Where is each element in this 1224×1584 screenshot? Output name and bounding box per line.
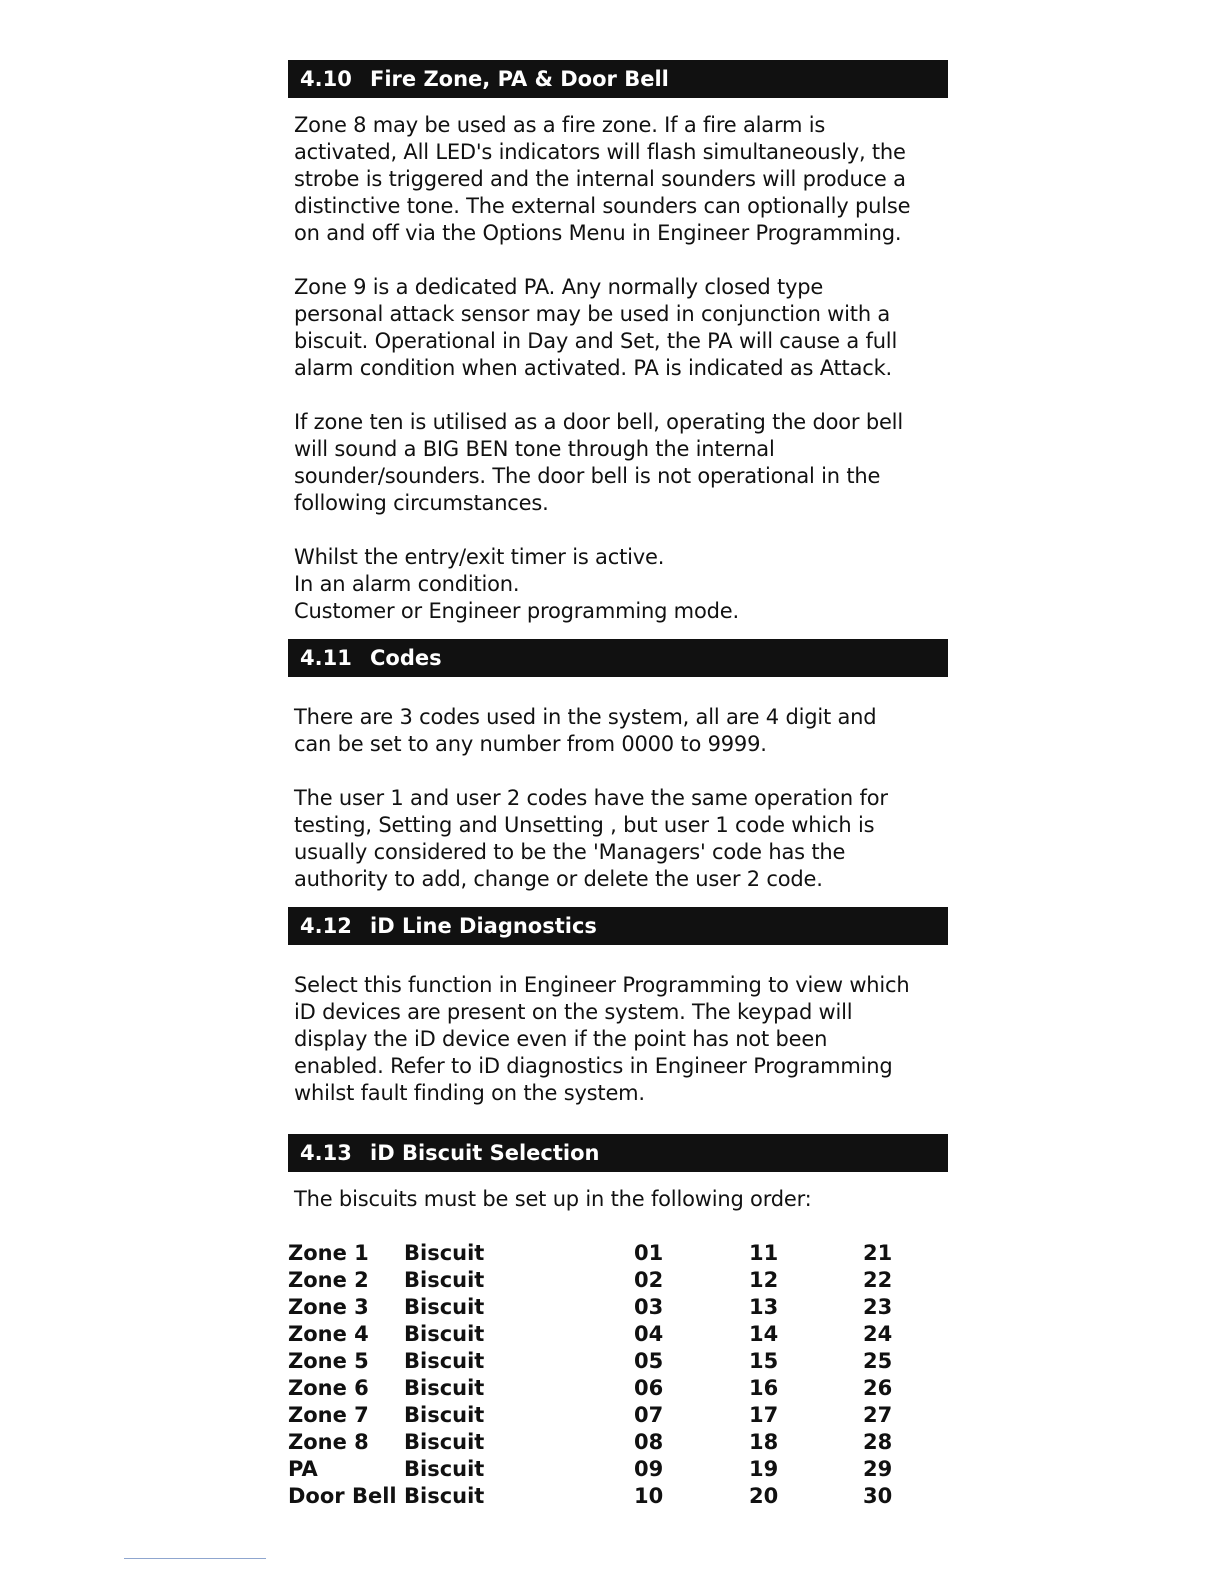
zone-label: PA — [288, 1457, 318, 1481]
text-line: Zone 9 is a dedicated PA. Any normally closed type — [294, 275, 824, 299]
paragraph-id-diagnostics — [288, 972, 948, 1107]
text-line: Whilst the entry/exit timer is active. — [294, 545, 665, 569]
section-number: 4.11 — [300, 646, 352, 670]
biscuit-number: 21 — [863, 1241, 893, 1265]
paragraph-biscuit-order — [288, 1186, 948, 1213]
biscuit-label: Biscuit — [404, 1457, 485, 1481]
biscuit-number: 20 — [749, 1484, 779, 1508]
text-line: testing, Setting and Unsetting , but user 1 code which is — [294, 813, 875, 837]
table-row — [288, 1402, 923, 1429]
biscuit-number: 25 — [863, 1349, 893, 1373]
table-row — [288, 1294, 923, 1321]
text-line: Customer or Engineer programming mode. — [294, 599, 739, 623]
biscuit-number: 05 — [634, 1349, 664, 1373]
text-line: authority to add, change or delete the user 2 code. — [294, 867, 823, 891]
text-line: In an alarm condition. — [294, 572, 520, 596]
text-line: The biscuits must be set up in the following order: — [294, 1187, 812, 1211]
biscuit-number: 04 — [634, 1322, 664, 1346]
footer-rule — [124, 1558, 266, 1559]
text-line: If zone ten is utilised as a door bell, operating the door bell — [294, 410, 903, 434]
section-title: Codes — [370, 646, 442, 670]
biscuit-label: Biscuit — [404, 1403, 485, 1427]
text-line: enabled. Refer to iD diagnostics in Engineer Programming — [294, 1054, 893, 1078]
biscuit-label: Biscuit — [404, 1376, 485, 1400]
biscuit-label: Biscuit — [404, 1241, 485, 1265]
text-line: biscuit. Operational in Day and Set, the PA will cause a full — [294, 329, 898, 353]
biscuit-number: 30 — [863, 1484, 893, 1508]
biscuit-number: 08 — [634, 1430, 664, 1454]
biscuit-number: 17 — [749, 1403, 779, 1427]
biscuit-number: 28 — [863, 1430, 893, 1454]
paragraph-user-codes — [288, 785, 948, 893]
zone-label: Zone 6 — [288, 1376, 369, 1400]
biscuit-number: 12 — [749, 1268, 779, 1292]
zone-label: Zone 2 — [288, 1268, 369, 1292]
biscuit-number: 19 — [749, 1457, 779, 1481]
section-number: 4.12 — [300, 914, 352, 938]
biscuit-number: 06 — [634, 1376, 664, 1400]
table-row — [288, 1429, 923, 1456]
text-line: on and off via the Options Menu in Engineer Programming. — [294, 221, 902, 245]
paragraph-fire-zone — [288, 112, 948, 247]
text-line: personal attack sensor may be used in conjunction with a — [294, 302, 891, 326]
text-line: There are 3 codes used in the system, all are 4 digit and — [294, 705, 877, 729]
text-line: display the iD device even if the point has not been — [294, 1027, 828, 1051]
biscuit-number: 22 — [863, 1268, 893, 1292]
text-line: The user 1 and user 2 codes have the same operation for — [294, 786, 888, 810]
table-row — [288, 1348, 923, 1375]
biscuit-label: Biscuit — [404, 1349, 485, 1373]
biscuit-number: 16 — [749, 1376, 779, 1400]
table-row — [288, 1267, 923, 1294]
biscuit-number: 26 — [863, 1376, 893, 1400]
section-title: iD Biscuit Selection — [370, 1141, 600, 1165]
zone-label: Zone 3 — [288, 1295, 369, 1319]
section-header-4-10 — [288, 60, 948, 98]
text-line: whilst fault finding on the system. — [294, 1081, 645, 1105]
biscuit-number: 14 — [749, 1322, 779, 1346]
document-page — [288, 60, 948, 1510]
biscuit-label: Biscuit — [404, 1268, 485, 1292]
biscuit-number: 07 — [634, 1403, 664, 1427]
table-row — [288, 1240, 923, 1267]
paragraph-door-bell — [288, 409, 948, 517]
text-line: usually considered to be the 'Managers' code has the — [294, 840, 846, 864]
biscuit-label: Biscuit — [404, 1295, 485, 1319]
text-line: following circumstances. — [294, 491, 549, 515]
zone-label: Zone 1 — [288, 1241, 369, 1265]
text-line: sounder/sounders. The door bell is not operational in the — [294, 464, 881, 488]
table-row — [288, 1456, 923, 1483]
section-title: iD Line Diagnostics — [370, 914, 597, 938]
biscuit-number: 29 — [863, 1457, 893, 1481]
table-row — [288, 1321, 923, 1348]
text-line: activated, All LED's indicators will flash simultaneously, the — [294, 140, 906, 164]
paragraph-door-bell-exceptions — [288, 544, 948, 625]
biscuit-selection-table — [288, 1240, 923, 1510]
text-line: iD devices are present on the system. The keypad will — [294, 1000, 853, 1024]
table-row — [288, 1483, 923, 1510]
biscuit-number: 03 — [634, 1295, 664, 1319]
text-line: strobe is triggered and the internal sounders will produce a — [294, 167, 906, 191]
biscuit-label: Biscuit — [404, 1484, 485, 1508]
biscuit-number: 11 — [749, 1241, 779, 1265]
biscuit-label: Biscuit — [404, 1430, 485, 1454]
biscuit-number: 15 — [749, 1349, 779, 1373]
biscuit-number: 27 — [863, 1403, 893, 1427]
zone-label: Zone 7 — [288, 1403, 369, 1427]
zone-label: Zone 8 — [288, 1430, 369, 1454]
text-line: distinctive tone. The external sounders can optionally pulse — [294, 194, 911, 218]
section-number: 4.13 — [300, 1141, 352, 1165]
paragraph-pa-zone — [288, 274, 948, 382]
table-row — [288, 1375, 923, 1402]
biscuit-number: 09 — [634, 1457, 664, 1481]
paragraph-codes-intro — [288, 704, 948, 758]
text-line: alarm condition when activated. PA is indicated as Attack. — [294, 356, 893, 380]
text-line: can be set to any number from 0000 to 9999. — [294, 732, 767, 756]
zone-label: Zone 5 — [288, 1349, 369, 1373]
biscuit-label: Biscuit — [404, 1322, 485, 1346]
section-header-4-12 — [288, 907, 948, 945]
zone-label: Zone 4 — [288, 1322, 369, 1346]
section-header-4-13 — [288, 1134, 948, 1172]
text-line: Zone 8 may be used as a fire zone. If a fire alarm is — [294, 113, 826, 137]
text-line: Select this function in Engineer Programming to view which — [294, 973, 910, 997]
biscuit-number: 01 — [634, 1241, 664, 1265]
text-line: will sound a BIG BEN tone through the internal — [294, 437, 775, 461]
section-number: 4.10 — [300, 67, 352, 91]
biscuit-number: 13 — [749, 1295, 779, 1319]
biscuit-number: 23 — [863, 1295, 893, 1319]
biscuit-number: 02 — [634, 1268, 664, 1292]
biscuit-number: 10 — [634, 1484, 664, 1508]
section-header-4-11 — [288, 639, 948, 677]
biscuit-number: 18 — [749, 1430, 779, 1454]
zone-label: Door Bell — [288, 1484, 397, 1508]
biscuit-number: 24 — [863, 1322, 893, 1346]
section-title: Fire Zone, PA & Door Bell — [370, 67, 669, 91]
